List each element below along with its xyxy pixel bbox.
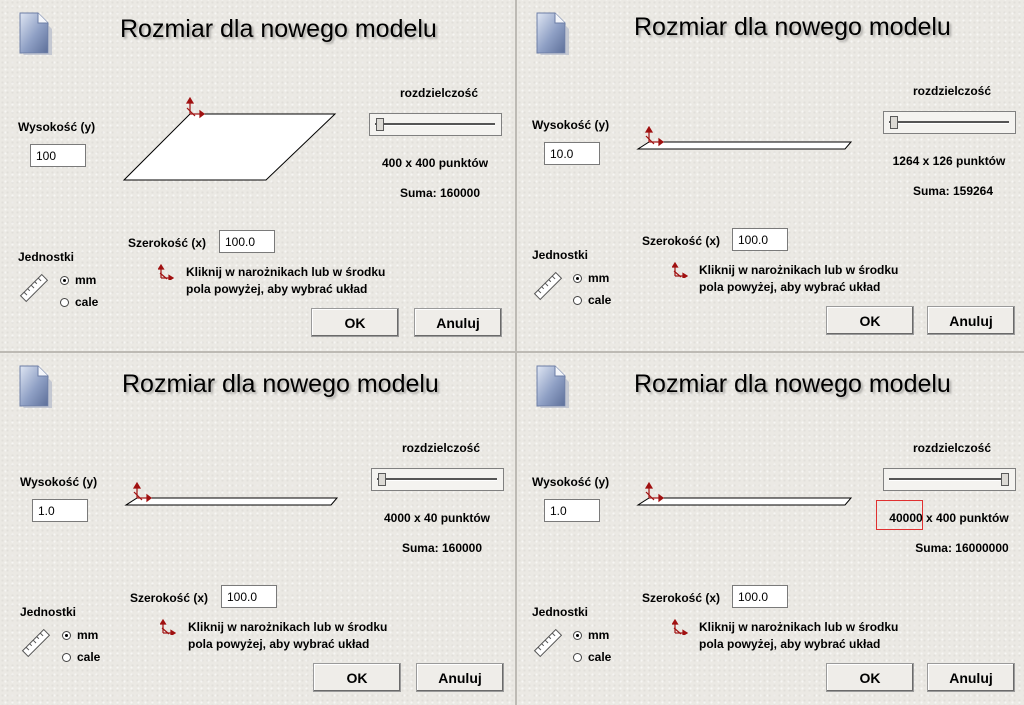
unit-inch-label: cale <box>588 293 612 307</box>
dialog-title: Rozmiar dla nowego modelu <box>122 370 439 398</box>
ruler-icon <box>532 627 564 659</box>
height-input[interactable] <box>30 144 86 167</box>
dimension-rest: x 400 punktów <box>922 511 1009 525</box>
unit-mm-radio[interactable] <box>573 631 582 640</box>
axis-hint-icon <box>160 619 176 635</box>
units-label: Jednostki <box>20 605 77 619</box>
resolution-slider[interactable] <box>883 111 1016 134</box>
slider-thumb[interactable] <box>376 118 384 131</box>
document-icon <box>531 11 571 57</box>
layout-preview[interactable] <box>633 124 855 158</box>
height-label: Wysokość (y) <box>20 475 98 489</box>
slider-thumb[interactable] <box>890 116 898 129</box>
hint-line-2: pola powyżej, aby wybrać układ <box>699 637 881 651</box>
resolution-slider[interactable] <box>371 468 504 491</box>
width-input[interactable] <box>732 228 788 251</box>
hint-line-1: Kliknij w narożnikach lub w środku <box>186 265 386 279</box>
dialog-title: Rozmiar dla nowego modelu <box>120 15 437 43</box>
unit-mm-radio[interactable] <box>60 276 69 285</box>
size-dialog-2 <box>517 0 1024 351</box>
cancel-button[interactable]: Anuluj <box>414 308 502 337</box>
ruler-icon <box>20 627 52 659</box>
resolution-slider[interactable] <box>369 113 502 136</box>
dimension-rest: x 126 punktów <box>919 154 1006 168</box>
cancel-button[interactable]: Anuluj <box>927 306 1015 335</box>
slider-track <box>375 123 495 126</box>
axis-hint-icon <box>672 262 688 278</box>
unit-mm-label: mm <box>77 628 99 642</box>
layout-preview[interactable] <box>633 481 855 515</box>
axis-hint-icon <box>672 619 688 635</box>
dialog-title: Rozmiar dla nowego modelu <box>634 370 951 398</box>
height-input[interactable] <box>544 499 600 522</box>
hint-line-2: pola powyżej, aby wybrać układ <box>186 282 368 296</box>
layout-preview[interactable] <box>118 96 340 186</box>
hint-line-2: pola powyżej, aby wybrać układ <box>188 637 370 651</box>
resolution-dimensions <box>874 154 1024 168</box>
ruler-icon <box>532 270 564 302</box>
units-label: Jednostki <box>18 250 75 264</box>
points-sum: Suma: 160000 <box>401 541 483 555</box>
ok-button[interactable]: OK <box>313 663 401 692</box>
unit-mm-label: mm <box>588 628 610 642</box>
resolution-label: rozdzielczość <box>401 441 481 455</box>
height-label: Wysokość (y) <box>532 118 610 132</box>
resolution-dimensions <box>362 511 512 525</box>
dialog-title: Rozmiar dla nowego modelu <box>634 13 951 41</box>
dimension-rest: x 40 punktów <box>410 511 491 525</box>
resolution-dimensions <box>360 156 510 170</box>
hint-line-2: pola powyżej, aby wybrać układ <box>699 280 881 294</box>
unit-inch-label: cale <box>75 295 99 309</box>
resolution-label: rozdzielczość <box>912 441 992 455</box>
unit-mm-label: mm <box>75 273 97 287</box>
resolution-slider[interactable] <box>883 468 1016 491</box>
unit-inch-label: cale <box>588 650 612 664</box>
unit-mm-radio[interactable] <box>573 274 582 283</box>
slider-track <box>889 478 1009 481</box>
cancel-button[interactable]: Anuluj <box>927 663 1015 692</box>
slider-thumb[interactable] <box>1001 473 1009 486</box>
ruler-icon <box>18 272 50 304</box>
resolution-label: rozdzielczość <box>399 86 479 100</box>
width-input[interactable] <box>221 585 277 608</box>
unit-inch-radio[interactable] <box>573 296 582 305</box>
unit-inch-radio[interactable] <box>573 653 582 662</box>
unit-inch-label: cale <box>77 650 101 664</box>
slider-track <box>889 121 1009 124</box>
document-icon <box>531 364 571 410</box>
unit-inch-radio[interactable] <box>62 653 71 662</box>
points-sum: Suma: 160000 <box>399 186 481 200</box>
size-dialog-1 <box>0 0 515 351</box>
hint-line-1: Kliknij w narożnikach lub w środku <box>188 620 388 634</box>
ok-button[interactable]: OK <box>826 663 914 692</box>
dimension-rest: x 400 punktów <box>402 156 489 170</box>
points-sum: Suma: 159264 <box>912 184 994 198</box>
slider-thumb[interactable] <box>378 473 386 486</box>
width-label: Szerokość (x) <box>642 234 721 248</box>
dimension-x: 1264 <box>892 154 920 168</box>
width-label: Szerokość (x) <box>130 591 209 605</box>
hint-line-1: Kliknij w narożnikach lub w środku <box>699 263 899 277</box>
unit-inch-radio[interactable] <box>60 298 69 307</box>
units-label: Jednostki <box>532 248 589 262</box>
layout-preview[interactable] <box>121 481 343 515</box>
size-dialog-3 <box>0 353 515 705</box>
width-input[interactable] <box>732 585 788 608</box>
dimension-x: 400 <box>381 156 402 170</box>
slider-track <box>377 478 497 481</box>
unit-mm-label: mm <box>588 271 610 285</box>
resolution-dimensions <box>874 511 1024 525</box>
cancel-button[interactable]: Anuluj <box>416 663 504 692</box>
size-dialog-4 <box>517 353 1024 705</box>
height-input[interactable] <box>32 499 88 522</box>
units-label: Jednostki <box>532 605 589 619</box>
width-input[interactable] <box>219 230 275 253</box>
height-label: Wysokość (y) <box>18 120 96 134</box>
unit-mm-radio[interactable] <box>62 631 71 640</box>
dimension-x: 40000 <box>889 511 923 525</box>
width-label: Szerokość (x) <box>128 236 207 250</box>
dimension-x: 4000 <box>383 511 411 525</box>
ok-button[interactable]: OK <box>311 308 399 337</box>
height-label: Wysokość (y) <box>532 475 610 489</box>
resolution-label: rozdzielczość <box>912 84 992 98</box>
document-icon <box>14 364 54 410</box>
hint-line-1: Kliknij w narożnikach lub w środku <box>699 620 899 634</box>
document-icon <box>14 11 54 57</box>
points-sum: Suma: 16000000 <box>915 541 1009 555</box>
height-input[interactable] <box>544 142 600 165</box>
axis-hint-icon <box>158 264 174 280</box>
ok-button[interactable]: OK <box>826 306 914 335</box>
width-label: Szerokość (x) <box>642 591 721 605</box>
